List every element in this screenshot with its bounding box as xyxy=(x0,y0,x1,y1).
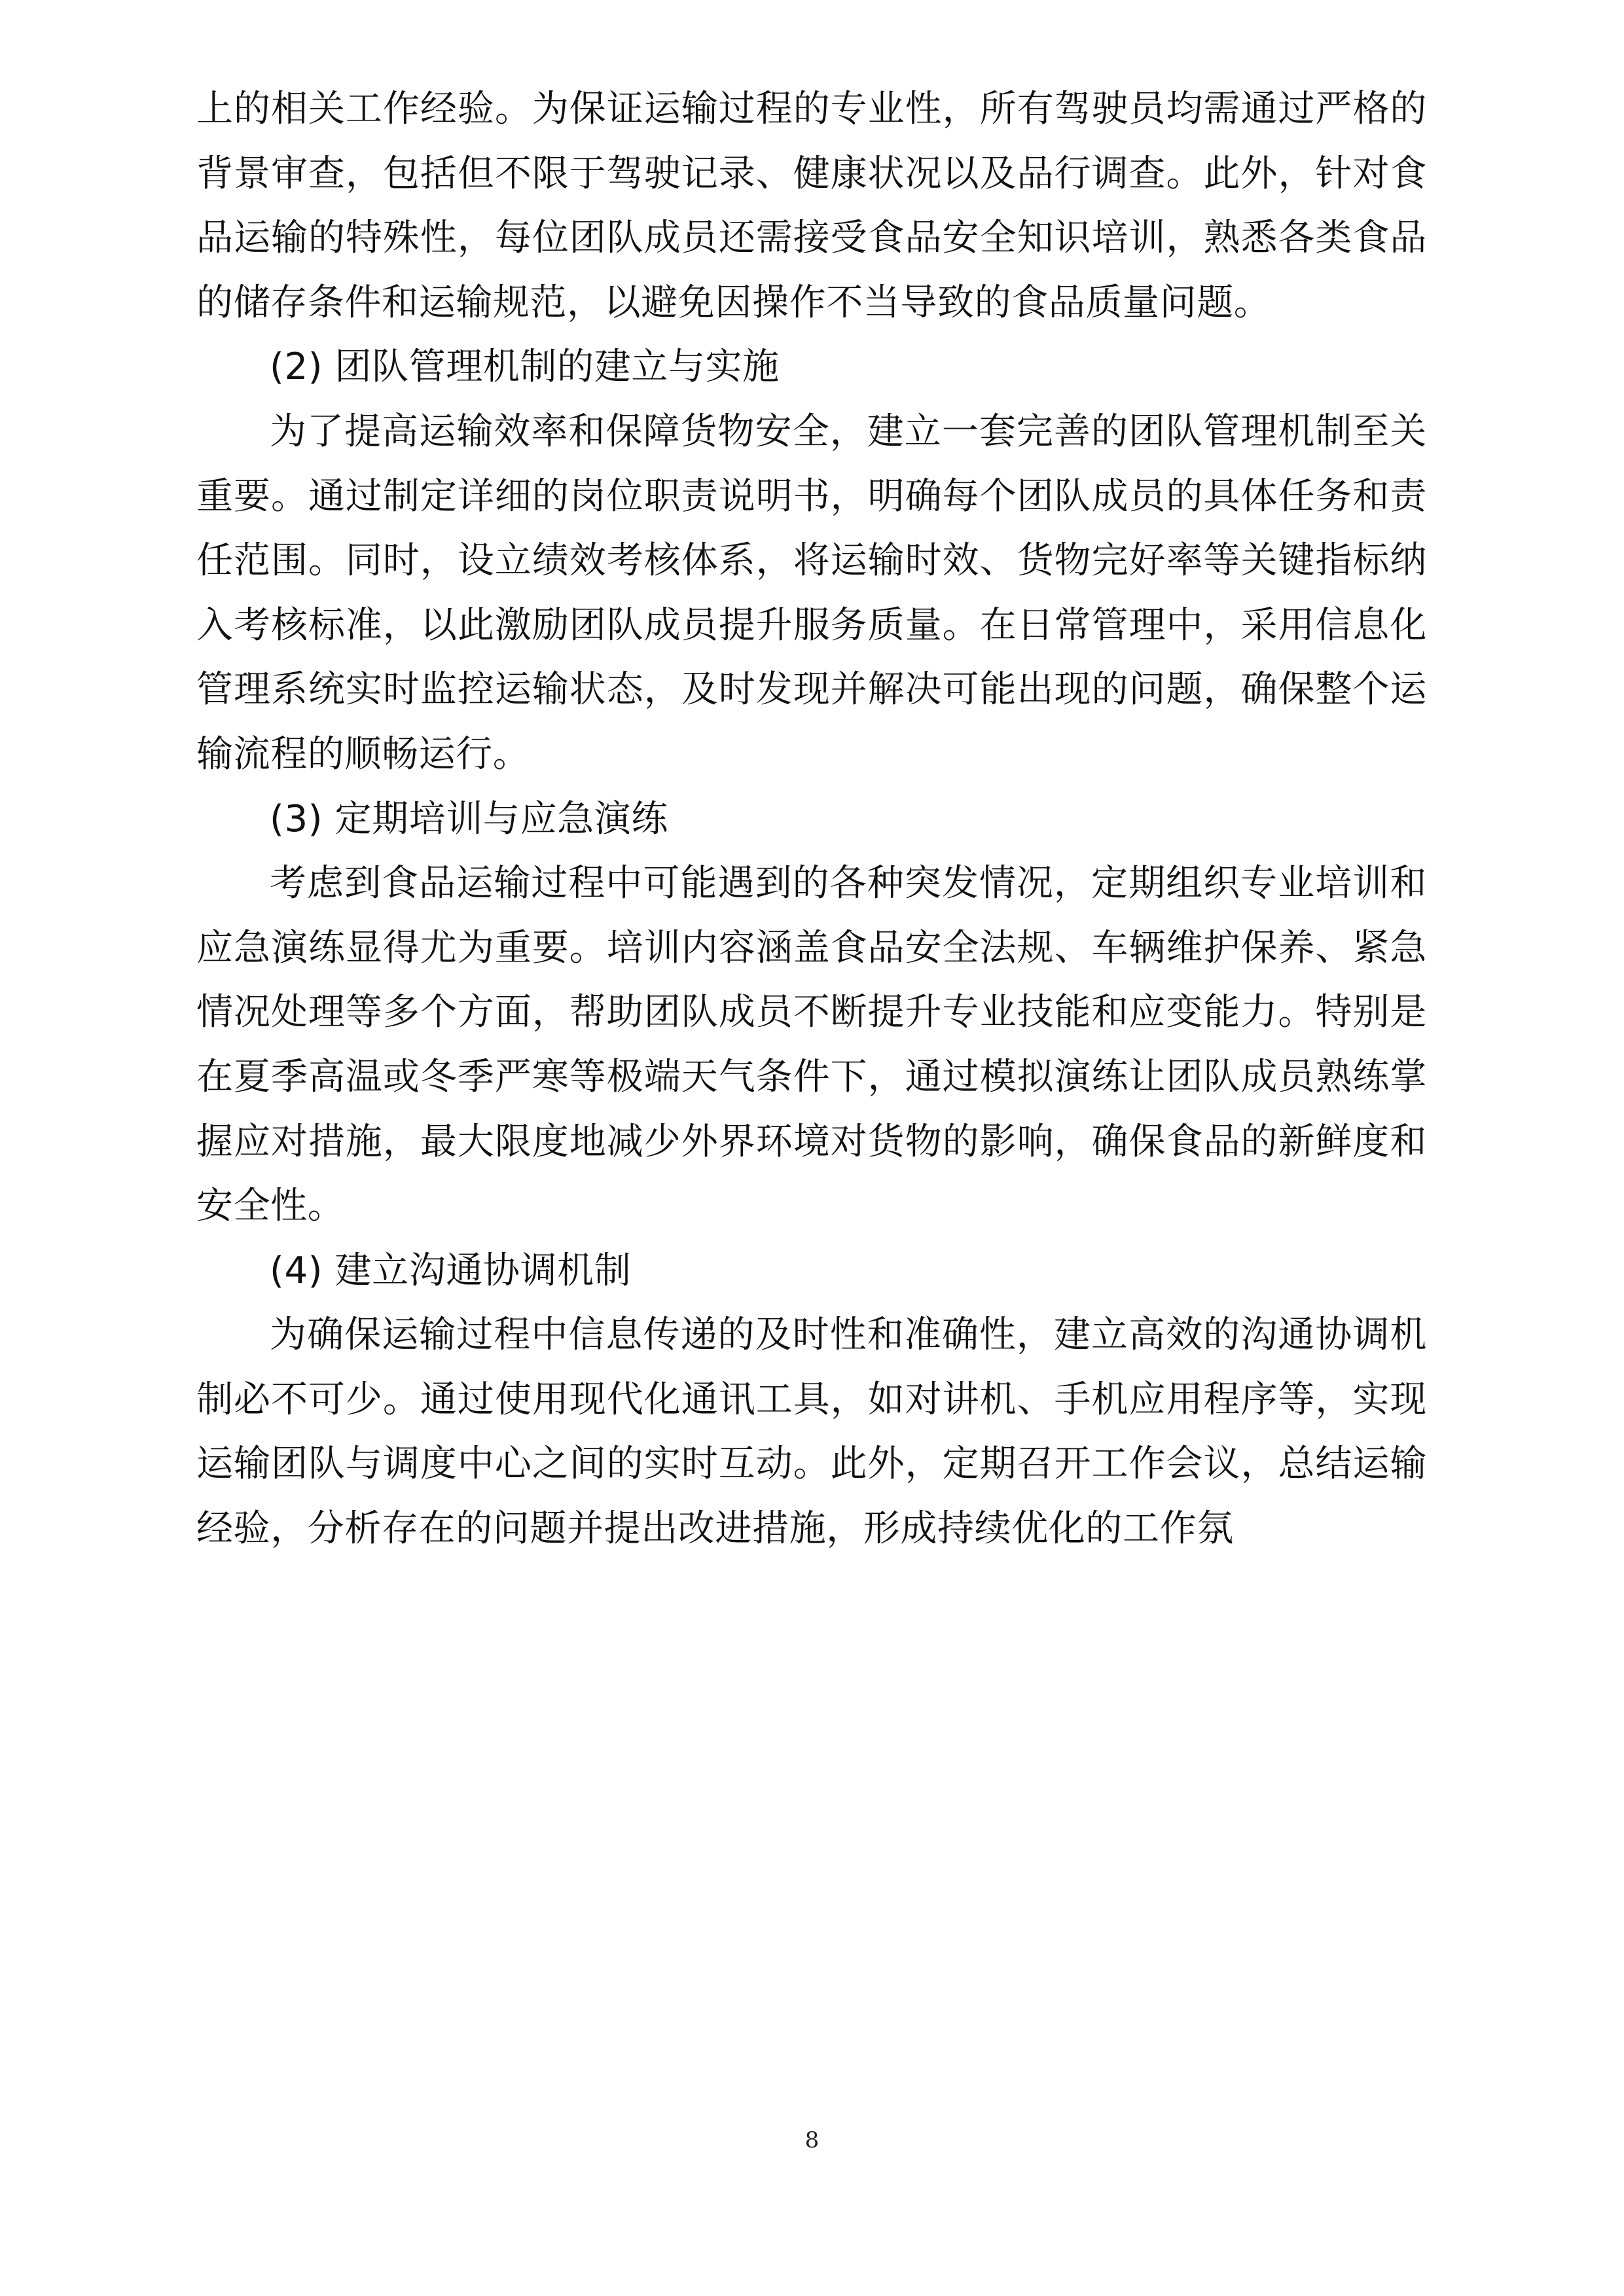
paragraph-continued: 上的相关工作经验。为保证运输过程的专业性，所有驾驶员均需通过严格的背景审查，包括但不限于驾驶记录、健康状况以及品行调查。此外，针对食品运输的特殊性，每位团队成员还需接受食品安全知识培训，熟悉各类食品的储存条件和运输规范，以避免因操作不当导致的食品质量问题。 xyxy=(196,88,1427,324)
section-heading-team-management: (2) 团队管理机制的建立与实施 xyxy=(270,346,780,389)
section-heading-training-drills: (3) 定期培训与应急演练 xyxy=(270,797,668,840)
paragraph-training-drills: 考虑到食品运输过程中可能遇到的各种突发情况，定期组织专业培训和应急演练显得尤为重要。培训内容涵盖食品安全法规、车辆维护保养、紧急情况处理等多个方面，帮助团队成员不断提升专业技能和应变能力。特别是在夏季高温或冬季严寒等极端天气条件下，通过模拟演练让团队成员熟练掌握应对措施，最大限度地减少外界环境对货物的影响，确保食品的新鲜度和安全性。 xyxy=(196,862,1427,1228)
paragraph-team-management: 为了提高运输效率和保障货物安全，建立一套完善的团队管理机制至关重要。通过制定详细的岗位职责说明书，明确每个团队成员的具体任务和责任范围。同时，设立绩效考核体系，将运输时效、货物完好率等关键指标纳入考核标准，以此激励团队成员提升服务质量。在日常管理中，采用信息化管理系统实时监控运输状态，及时发现并解决可能出现的问题，确保整个运输流程的顺畅运行。 xyxy=(196,410,1427,776)
paragraph-communication: 为确保运输过程中信息传递的及时性和准确性，建立高效的沟通协调机制必不可少。通过使用现代化通讯工具，如对讲机、手机应用程序等，实现运输团队与调度中心之间的实时互动。此外，定期召开工作会议，总结运输经验，分析存在的问题并提出改进措施，形成持续优化的工作氛 xyxy=(196,1314,1427,1551)
section-heading-communication: (4) 建立沟通协调机制 xyxy=(270,1249,632,1292)
page-number: 8 xyxy=(804,2127,820,2153)
document-body xyxy=(196,77,1427,1562)
